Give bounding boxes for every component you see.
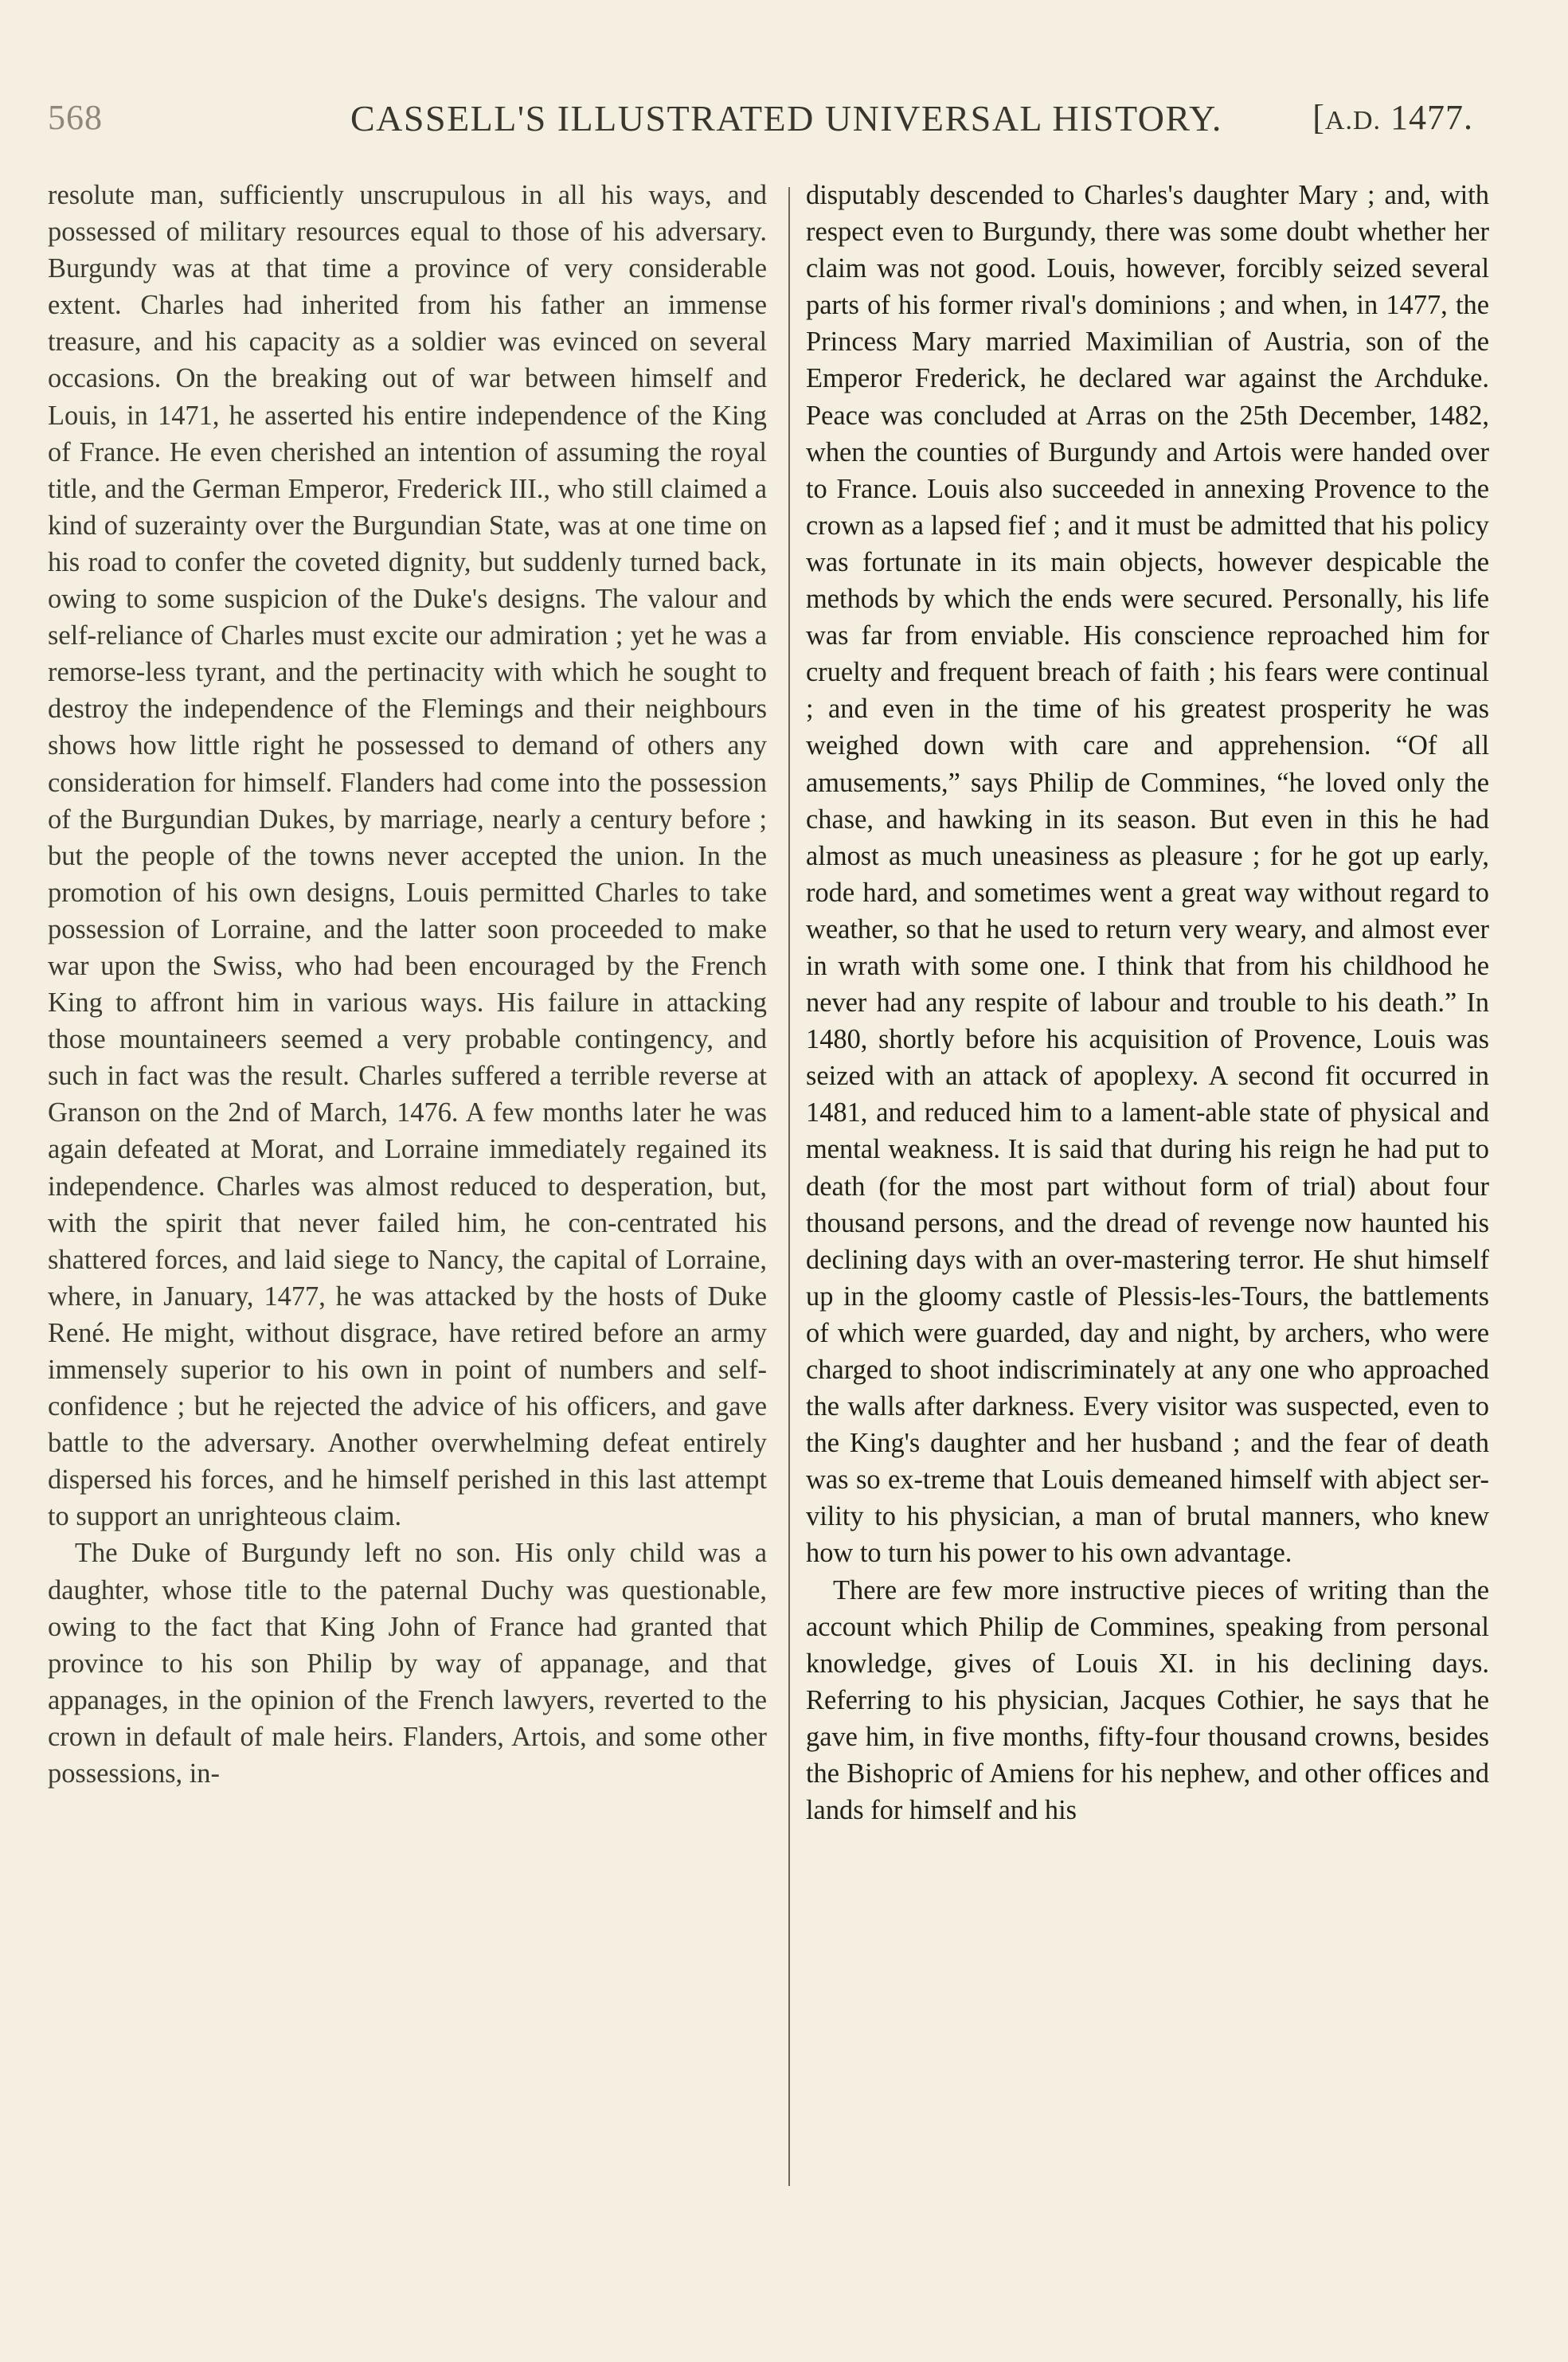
paragraph: resolute man, sufficiently unscrupulous in all his ways, and possessed of military resources equal to those of his adversary. Burgundy was at that time a province of very considerable extent. Charles had inherited from his father an immense treasure, and his capacity as a soldier was evinced on several occasions. On the breaking out of war between himself and Louis, in 1471, he asserted his entire independence of the King of France. He even cherished an intention of assuming the royal title, and the German Emperor, Frederick III., who still claimed a kind of suzerainty over the Burgundian State, was at one time on his road to confer the coveted dignity, but suddenly turned back, owing to some suspicion of the Duke's designs. The valour and self-reliance of Charles must excite our admiration ; yet he was a remorse-less tyrant, and the pertinacity with which he sought to destroy the independence of the Flemings and their neighbours shows how little right he possessed to demand of others any consideration for himself. Flanders had come into the possession of the Burgundian Dukes, by marriage, nearly a century before ; but the people of the towns never accepted the union. In the promotion of his own designs, Louis permitted Charles to take possession of Lorraine, and the latter soon proceeded to make war upon the Swiss, who had been encouraged by the French King to affront him in various ways. His failure in attacking those mountaineers seemed a very probable contingency, and such in fact was the result. Charles suffered a terrible reverse at Granson on the 2nd of March, 1476. A few months later he was again defeated at Morat, and Lorraine immediately regained its independence. Charles was almost reduced to desperation, but, with the spirit that never failed him, he con-centrated his shattered forces, and laid siege to Nancy, the capital of Lorraine, where, in January, 1477, he was attacked by the hosts of Duke René. He might, without disgrace, have retired before an army immensely superior to his own in point of numbers and self-confidence ; but he rejected the advice of his officers, and gave battle to the adversary. Another overwhelming defeat entirely dispersed his forces, and he himself perished in this last attempt to support an unrighteous claim. [48,180,767,1532]
paragraph: disputably descended to Charles's daughter Mary ; and, with respect even to Burgundy, there was some doubt whether her claim was not good. Louis, however, forcibly seized several parts of his former rival's dominions ; and when, in 1477, the Princess Mary married Maximilian of Austria, son of the Emperor Frederick, he declared war against the Archduke. Peace was concluded at Arras on the 25th December, 1482, when the counties of Burgundy and Artois were handed over to France. Louis also succeeded in annexing Provence to the crown as a lapsed fief ; and it must be admitted that his policy was fortunate in its main objects, however despicable the methods by which the ends were secured. Personally, his life was far from enviable. His conscience reproached him for cruelty and frequent breach of faith ; his fears were continual ; and even in the time of his greatest prosperity he was weighed down with care and apprehension. “Of all amusements,” says Philip de Commines, “he loved only the chase, and hawking in its season. But even in this he had almost as much uneasiness as pleasure ; for he got up early, rode hard, and sometimes went a great way without regard to weather, so that he used to return very weary, and almost ever in wrath with some one. I think that from his childhood he never had any respite of labour and trouble to his death.” In 1480, shortly before his acquisition of Provence, Louis was seized with an attack of apoplexy. A second fit occurred in 1481, and reduced him to a lament-able state of physical and mental weakness. It is said that during his reign he had put to death (for the most part without form of trial) about four thousand persons, and the dread of revenge now haunted his declining days with an over-mastering terror. He shut himself up in the gloomy castle of Plessis-les-Tours, the battlements of which were guarded, day and night, by archers, who were charged to shoot indiscriminately at any one who approached the walls after darkness. Every visitor was suspected, even to the King's daughter and her husband ; and the fear of death was so ex-treme that Louis demeaned himself with abject ser-vility to his physician, a man of brutal manners, who knew how to turn his power to his own advantage. [806,180,1489,1569]
date-bracket: [ [1312,98,1325,137]
running-title: CASSELL'S ILLUSTRATED UNIVERSAL HISTORY. [350,98,1222,139]
paragraph: There are few more instructive pieces of writing than the account which Philip de Commines, speaking from personal knowledge, gives of Louis XI. in his declining days. Referring to his physician, Jacques Cothier, he says that he gave him, in five months, fifty-four thousand crowns, besides the Bishopric of Amiens for his nephew, and other offices and lands for himself and his [806,1574,1489,1826]
header-date [1312,97,1473,138]
left-column [48,177,767,1792]
date-prefix: A.D. [1324,106,1381,135]
page-header [48,97,1473,145]
page-number: 568 [48,98,103,137]
date-year: 1477. [1390,98,1473,137]
paragraph: The Duke of Burgundy left no son. His only child was a daughter, whose title to the paternal Duchy was questionable, owing to the fact that King John of France had granted that province to his son Philip by way of appanage, and that appanages, in the opinion of the French lawyers, reverted to the crown in default of male heirs. Flanders, Artois, and some other possessions, in- [48,1538,767,1789]
column-divider [788,187,790,2186]
right-column [806,177,1489,1828]
